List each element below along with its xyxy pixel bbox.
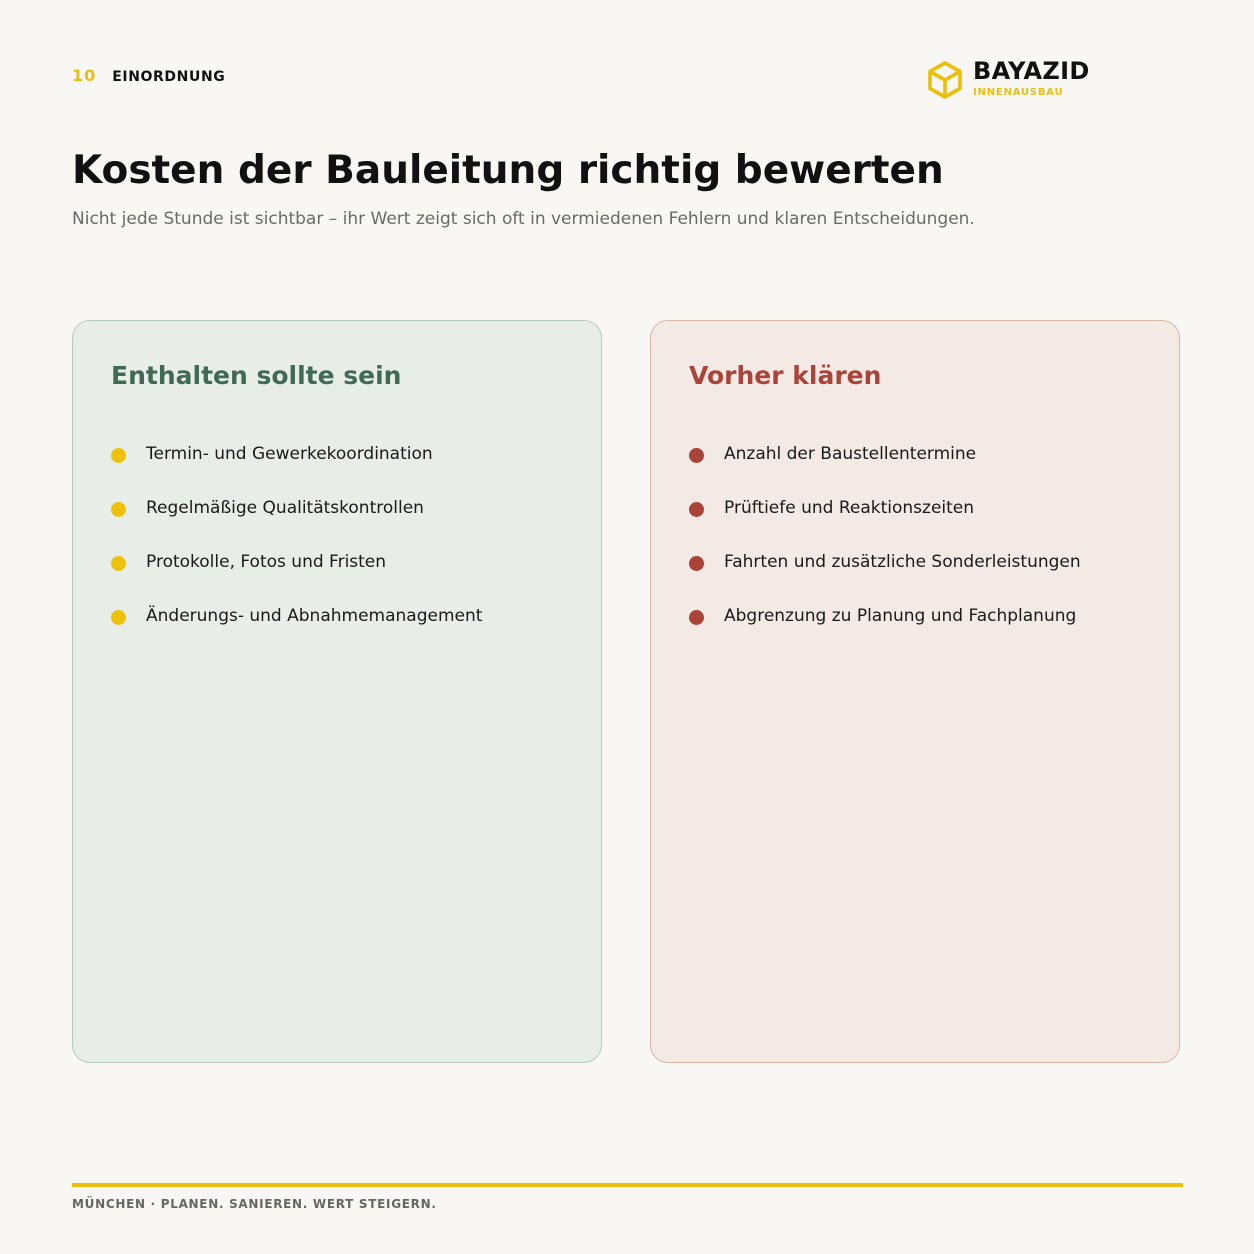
section-label: EINORDNUNG xyxy=(112,69,226,85)
bullet-icon xyxy=(689,448,704,463)
footer-tagline: MÜNCHEN · PLANEN. SANIEREN. WERT STEIGERN. xyxy=(72,1197,437,1211)
list-item-label: Abgrenzung zu Planung und Fachplanung xyxy=(724,606,1077,626)
card-title: Vorher klären xyxy=(689,361,882,390)
card-included xyxy=(72,320,602,1063)
included-list xyxy=(111,427,565,643)
list-item-label: Fahrten und zusätzliche Sonderleistungen xyxy=(724,552,1081,572)
list-item xyxy=(111,589,565,643)
list-item xyxy=(689,481,1143,535)
list-item-label: Anzahl der Baustellentermine xyxy=(724,444,977,464)
list-item-label: Termin- und Gewerkekoordination xyxy=(146,444,433,464)
bullet-icon xyxy=(111,502,126,517)
bullet-icon xyxy=(689,610,704,625)
brand-logo xyxy=(926,58,1090,100)
clarify-list xyxy=(689,427,1143,643)
brand-name: BAYAZID xyxy=(973,57,1090,85)
list-item xyxy=(111,481,565,535)
brand-subtitle: INNENAUSBAU xyxy=(973,87,1064,98)
card-title: Enthalten sollte sein xyxy=(111,361,402,390)
list-item xyxy=(111,535,565,589)
list-item-label: Änderungs- und Abnahmemanagement xyxy=(146,606,483,626)
bullet-icon xyxy=(689,502,704,517)
list-item xyxy=(689,427,1143,481)
list-item-label: Protokolle, Fotos und Fristen xyxy=(146,552,387,572)
footer-divider xyxy=(72,1183,1183,1187)
bullet-icon xyxy=(111,610,126,625)
list-item xyxy=(111,427,565,481)
list-item-label: Prüftiefe und Reaktionszeiten xyxy=(724,498,975,518)
bullet-icon xyxy=(689,556,704,571)
bullet-icon xyxy=(111,448,126,463)
page-number: 10 xyxy=(72,66,97,85)
card-clarify xyxy=(650,320,1180,1063)
page-header xyxy=(72,66,225,85)
list-item-label: Regelmäßige Qualitätskontrollen xyxy=(146,498,424,518)
list-item xyxy=(689,535,1143,589)
bullet-icon xyxy=(111,556,126,571)
page-title: Kosten der Bauleitung richtig bewerten xyxy=(72,148,944,193)
list-item xyxy=(689,589,1143,643)
cube-icon xyxy=(926,60,964,100)
page-subtitle: Nicht jede Stunde ist sichtbar – ihr Wert zeigt sich oft in vermiedenen Fehlern und klaren Entscheidungen. xyxy=(72,209,975,229)
